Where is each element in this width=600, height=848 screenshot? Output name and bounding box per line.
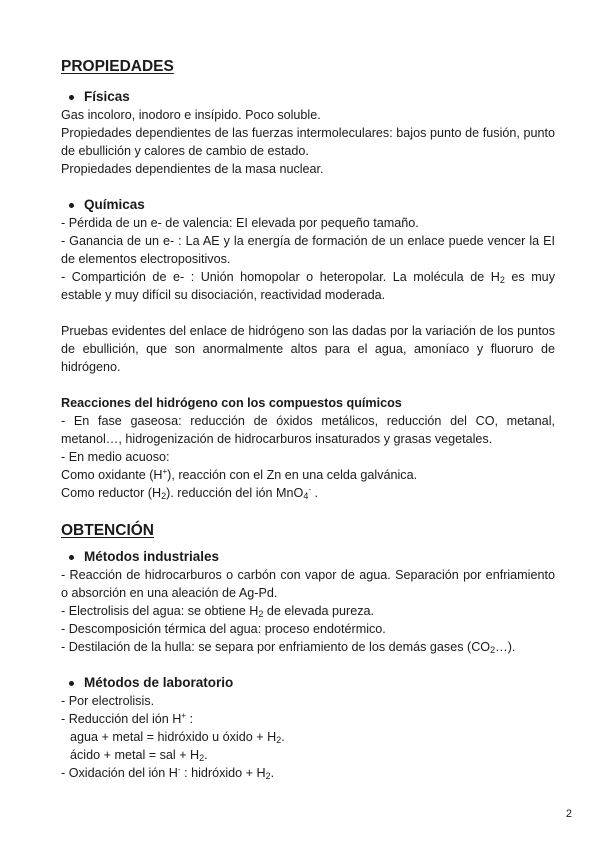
paragraph: - Descomposición térmica del agua: proceso endotérmico. bbox=[61, 622, 386, 636]
paragraph: - Reacción de hidrocarburos o carbón con vapor de agua. Separación por enfriamiento o absorción en una aleación de Ag-Pd. bbox=[61, 568, 555, 600]
paragraph: - Ganancia de un e- : La AE y la energía de formación de un enlace puede vencer la EI de elementos electropositivos. bbox=[61, 234, 555, 266]
paragraph: - Compartición de e- : Unión homopolar o heteropolar. La molécula de $H_2$ es muy estable y muy difícil su disociación, reactividad moderada. bbox=[61, 270, 555, 302]
heading-text: Métodos industriales bbox=[84, 549, 220, 564]
paragraph: - Reducción del ión H+ : bbox=[61, 711, 194, 726]
paragraph: Gas incoloro, inodoro e insípido. Poco soluble. bbox=[61, 108, 321, 122]
subsection-heading-quimicas bbox=[61, 196, 555, 214]
heading-reacciones: Reacciones del hidrógeno con los compuestos químicos bbox=[61, 396, 402, 410]
bullet-icon bbox=[69, 555, 74, 560]
section-title-propiedades: PROPIEDADES bbox=[61, 58, 174, 75]
bullet-icon bbox=[69, 203, 74, 208]
page-number: 2 bbox=[565, 808, 572, 820]
paragraph: - En medio acuoso: bbox=[61, 450, 170, 464]
heading-text: Físicas bbox=[84, 89, 130, 104]
paragraph: Como oxidante (H+), reacción con el Zn en una celda galvánica. bbox=[61, 467, 418, 482]
paragraph: Propiedades dependientes de las fuerzas intermoleculares: bajos punto de fusión, punto de ebullición y calores de cambio de estado. bbox=[61, 126, 555, 158]
document-page bbox=[61, 56, 555, 782]
heading-text: Métodos de laboratorio bbox=[84, 675, 234, 690]
paragraph: - Electrolisis del agua: se obtiene $H_2$ de elevada pureza. bbox=[61, 604, 375, 619]
paragraph: - En fase gaseosa: reducción de óxidos metálicos, reducción del CO, metanal, metanol…, hidrogenización de hidrocarburos insaturados y grasas vegetales. bbox=[61, 414, 555, 446]
paragraph: - Destilación de la hulla: se separa por enfriamiento de los demás gases $(CO_2\dots)$. bbox=[61, 640, 516, 655]
paragraph: - Por electrolisis. bbox=[61, 694, 155, 708]
subsection-heading-industriales bbox=[61, 548, 555, 566]
section-title-obtencion: OBTENCIÓN bbox=[61, 522, 154, 539]
paragraph-pruebas: Pruebas evidentes del enlace de hidrógeno son las dadas por la variación de los puntos de ebullición, que son anormalmente altos para el agua, amoníaco y fluoruro de hidrógeno. bbox=[61, 324, 555, 374]
paragraph: - Pérdida de un e- de valencia: EI elevada por pequeño tamaño. bbox=[61, 216, 419, 230]
bullet-icon bbox=[69, 681, 74, 686]
paragraph: Propiedades dependientes de la masa nuclear. bbox=[61, 162, 324, 176]
paragraph: ácido + metal = sal + $H_2$. bbox=[70, 748, 208, 763]
paragraph: agua + metal = hidróxido u óxido + $H_2$. bbox=[70, 730, 285, 745]
subsection-heading-laboratorio bbox=[61, 674, 555, 692]
subsection-heading-fisicas bbox=[61, 88, 555, 106]
heading-text: Químicas bbox=[84, 197, 145, 212]
paragraph: Como reductor $(H_2)$. reducción del ión MnO$_4$- . bbox=[61, 485, 318, 501]
paragraph: - Oxidación del ión H- : hidróxido + $H_2$. bbox=[61, 765, 275, 781]
bullet-icon bbox=[69, 95, 74, 100]
